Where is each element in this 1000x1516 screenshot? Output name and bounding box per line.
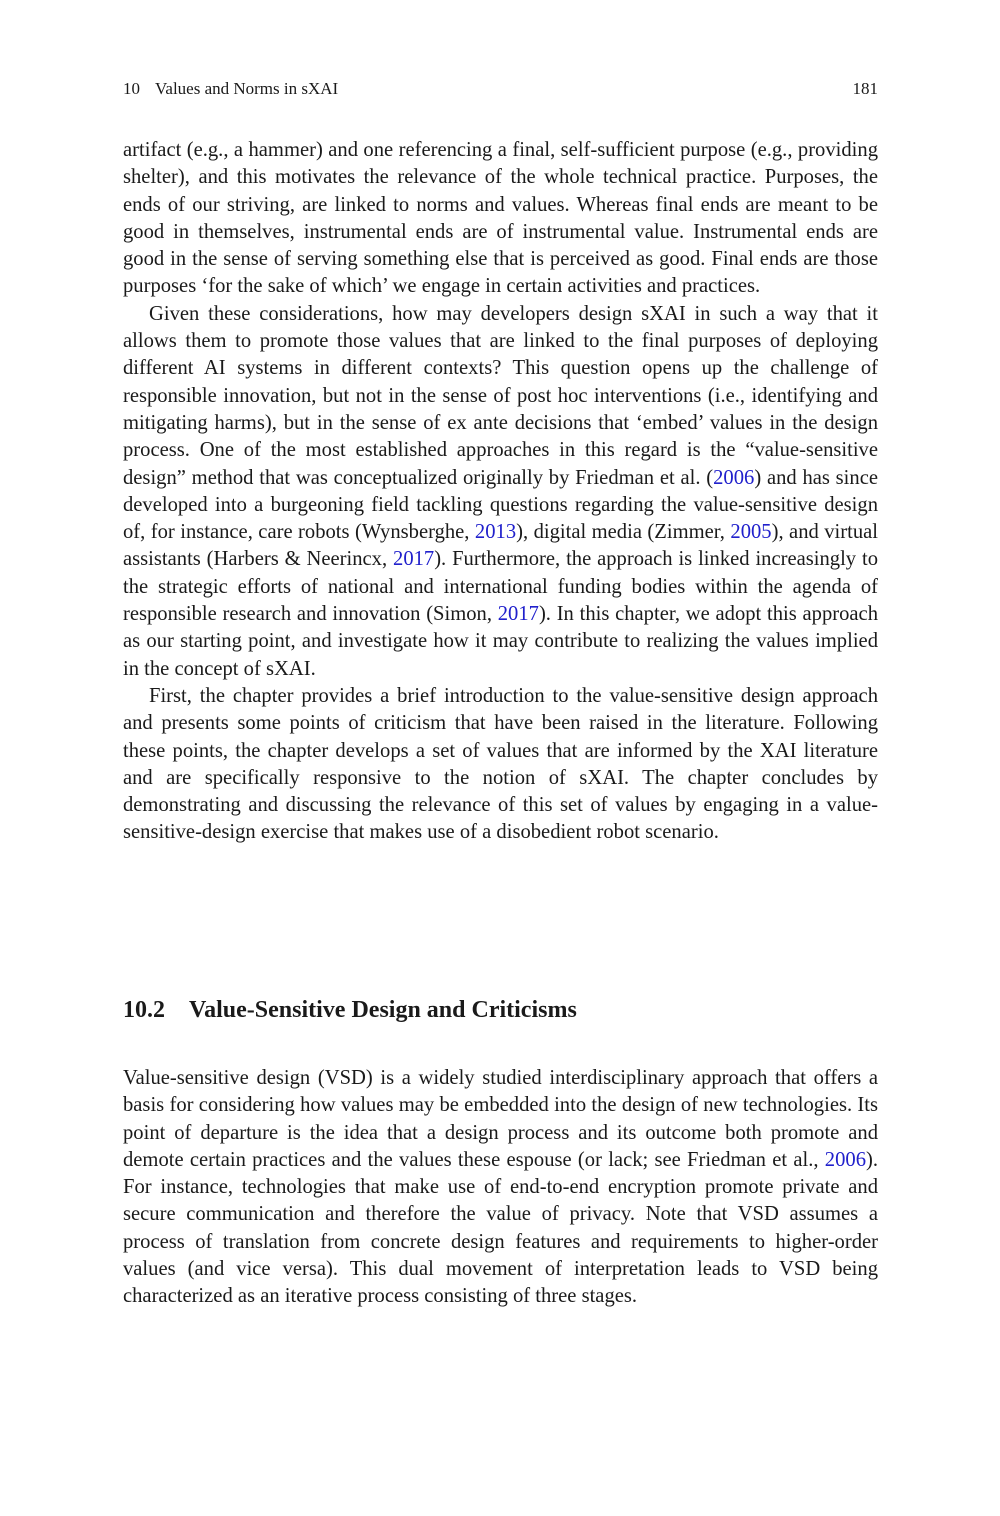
text-run: ), digital media (Zimmer, [516, 521, 731, 544]
citation-link[interactable]: 2013 [474, 521, 517, 544]
chapter-title: Values and Norms in sXAI [155, 79, 339, 98]
citation-link[interactable]: 2017 [497, 603, 539, 626]
page-number: 181 [852, 79, 878, 98]
paragraph [123, 301, 878, 683]
text-run: ). Furthermore, the approach is linked increasingly to the strategic efforts of national and international funding bodies within the agenda of responsible research and innovation (Simon, [123, 548, 878, 626]
section-title: Value-Sensitive Design and Criticisms [189, 997, 577, 1023]
citation-link[interactable]: 2006 [713, 466, 755, 489]
text-run: ). For instance, technologies that make use of end-to-end encryption promote private and secure communication and therefore the value of privacy. Note that VSD assumes a process of translation from concrete design features and requirements to higher-order values (and vice versa). This dual movement of interpretation leads to VSD being characterized as an iterative process consisting of three stages. [123, 1148, 878, 1308]
section-heading [123, 997, 577, 1024]
paragraph [123, 1065, 878, 1311]
citation-link[interactable]: 2017 [393, 548, 435, 571]
running-header [123, 79, 878, 99]
body-text-before-section [123, 137, 878, 847]
running-header-chapter [123, 79, 338, 99]
text-run: First, the chapter provides a brief introduction to the value-sensitive design approach and presents some points of criticism that have been raised in the literature. Following these points, the chapter develops a set of values that are informed by the XAI literature and are specifically responsive to the notion of sXAI. The chapter concludes by demonstrating and discussing the relevance of this set of values by engaging in a value-sensitive-design exercise that makes use of a disobedient robot scenario. [123, 684, 878, 844]
text-run: Given these considerations, how may developers design sXAI in such a way that it allows them to promote those values that are linked to the final purposes of deploying different AI systems in different contexts? This question opens up the challenge of responsible innovation, but not in the sense of post hoc interventions (i.e., identifying and mitigating harms), but in the sense of ex ante decisions that ‘embed’ values in the design process. One of the most established approaches in this regard is the “value-sensitive design” method that was conceptualized originally by Friedman et al. ( [123, 302, 878, 489]
text-run: ), and virtual assistants (Harbers & Neerincx, [123, 521, 879, 571]
text-run: Value-sensitive design (VSD) is a widely studied interdisciplinary approach that offers a basis for considering how values may be embedded into the design of new technologies. Its point of departure is the idea that a design process and its outcome both promote and demote certain practices and the values these espouse (or lack; see Friedman et al., [123, 1067, 878, 1171]
text-run: ). In this chapter, we adopt this approach as our starting point, and investigate how it may contribute to realizing the values implied in the concept of sXAI. [123, 603, 878, 680]
paragraph [123, 683, 878, 847]
paragraph [123, 137, 878, 301]
body-text-after-section [123, 1065, 878, 1311]
section-number: 10.2 [123, 997, 165, 1023]
text-run: ) and has since developed into a burgeoning field tackling questions regarding the value-sensitive design of, for instance, care robots (Wynsberghe, [123, 466, 878, 544]
citation-link[interactable]: 2005 [730, 521, 772, 544]
text-run: artifact (e.g., a hammer) and one referencing a final, self-sufficient purpose (e.g., providing shelter), and this motivates the relevance of the whole technical practice. Purposes, the ends of our striving, are linked to norms and values. Whereas final ends are meant to be good in themselves, instrumental ends are of instrumental value. Instrumental ends are good in the sense of serving something else that is perceived as good. Final ends are those purposes ‘for the sake of which’ we engage in certain activities and practices. [123, 139, 878, 298]
citation-link[interactable]: 2006 [824, 1148, 866, 1171]
chapter-number: 10 [123, 79, 140, 98]
